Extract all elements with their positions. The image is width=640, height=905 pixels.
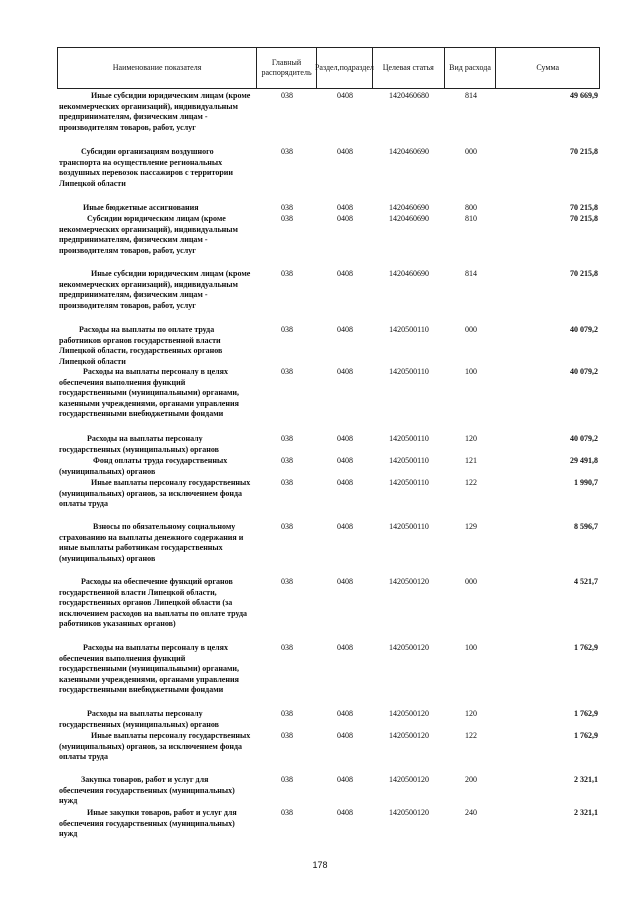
row-sum: 70 215,8 xyxy=(570,203,598,212)
row-section: 0408 xyxy=(337,367,353,376)
table-row xyxy=(57,203,600,214)
row-admin: 038 xyxy=(281,434,293,443)
row-type: 000 xyxy=(465,147,477,156)
row-section: 0408 xyxy=(337,643,353,652)
row-section: 0408 xyxy=(337,325,353,334)
row-name: Субсидии юридическим лицам (кроме некоммерческих организаций), индивидуальным предпринимателям, физическим лицам - производителям товаров, работ, услуг xyxy=(59,214,238,255)
row-section: 0408 xyxy=(337,522,353,531)
row-name: Иные выплаты персоналу государственных (муниципальных) органов, за исключением фонда оплаты труда xyxy=(59,478,251,508)
table-row xyxy=(57,577,600,630)
row-target: 1420500110 xyxy=(389,434,429,443)
row-type: 100 xyxy=(465,367,477,376)
row-section: 0408 xyxy=(337,91,353,100)
row-target: 1420460680 xyxy=(389,91,429,100)
row-name: Фонд оплаты труда государственных (муниципальных) органов xyxy=(59,456,228,476)
table-row xyxy=(57,731,600,763)
row-section: 0408 xyxy=(337,709,353,718)
row-name: Иные субсидии юридическим лицам (кроме некоммерческих организаций), индивидуальным предпринимателям, физическим лицам - производителям товаров, работ, услуг xyxy=(59,269,251,310)
row-name: Расходы на выплаты персоналу в целях обеспечения выполнения функций государственными (муниципальными) органами, казенными учреждениями, органами управления государственными внебюджетными фондами xyxy=(59,643,240,694)
table-row xyxy=(57,269,600,311)
row-admin: 038 xyxy=(281,203,293,212)
header-type: Вид расхода xyxy=(445,48,497,88)
row-sum: 40 079,2 xyxy=(570,434,598,443)
row-section: 0408 xyxy=(337,775,353,784)
row-type: 240 xyxy=(465,808,477,817)
row-target: 1420500110 xyxy=(389,325,429,334)
row-name: Иные выплаты персоналу государственных (муниципальных) органов, за исключением фонда оплаты труда xyxy=(59,731,251,761)
row-sum: 70 215,8 xyxy=(570,214,598,223)
row-name: Субсидии организациям воздушного транспорта на осуществление региональных воздушных перевозок пассажиров с территории Липецкой области xyxy=(59,147,234,188)
row-type: 121 xyxy=(465,456,477,465)
row-type: 000 xyxy=(465,577,477,586)
row-sum: 1 990,7 xyxy=(574,478,598,487)
row-section: 0408 xyxy=(337,577,353,586)
row-admin: 038 xyxy=(281,91,293,100)
row-admin: 038 xyxy=(281,577,293,586)
row-admin: 038 xyxy=(281,709,293,718)
row-name: Расходы на выплаты персоналу государственных (муниципальных) органов xyxy=(59,434,219,454)
row-sum: 4 521,7 xyxy=(574,577,598,586)
header-section: Раздел,подраздел xyxy=(317,48,373,88)
row-name: Расходы на выплаты по оплате труда работников органов государственной власти Липецкой области, государственных органов Липецкой области xyxy=(59,325,223,366)
row-sum: 1 762,9 xyxy=(574,709,598,718)
row-section: 0408 xyxy=(337,456,353,465)
row-admin: 038 xyxy=(281,808,293,817)
row-section: 0408 xyxy=(337,203,353,212)
row-sum: 70 215,8 xyxy=(570,269,598,278)
row-name: Закупка товаров, работ и услуг для обеспечения государственных (муниципальных) нужд xyxy=(59,775,235,805)
row-sum: 70 215,8 xyxy=(570,147,598,156)
row-sum: 8 596,7 xyxy=(574,522,598,531)
table-row xyxy=(57,709,600,730)
table-row xyxy=(57,775,600,807)
table-row xyxy=(57,367,600,420)
row-admin: 038 xyxy=(281,367,293,376)
row-section: 0408 xyxy=(337,214,353,223)
row-section: 0408 xyxy=(337,808,353,817)
row-admin: 038 xyxy=(281,325,293,334)
row-admin: 038 xyxy=(281,147,293,156)
row-target: 1420500120 xyxy=(389,775,429,784)
row-target: 1420500110 xyxy=(389,367,429,376)
row-target: 1420460690 xyxy=(389,269,429,278)
row-target: 1420500120 xyxy=(389,709,429,718)
table-row xyxy=(57,214,600,256)
row-name: Расходы на обеспечение функций органов государственной власти Липецкой области, государственных органов Липецкой области (за исключением расходов на выплаты по оплате труда работников указанных органов) xyxy=(59,577,248,628)
row-section: 0408 xyxy=(337,434,353,443)
row-type: 800 xyxy=(465,203,477,212)
row-target: 1420460690 xyxy=(389,147,429,156)
table-row xyxy=(57,456,600,477)
table-row xyxy=(57,147,600,189)
header-target: Целевая статья xyxy=(373,48,445,88)
header-sum: Сумма xyxy=(536,63,560,72)
row-target: 1420500110 xyxy=(389,522,429,531)
row-name: Расходы на выплаты персоналу в целях обеспечения выполнения функций государственными (муниципальными) органами, казенными учреждениями, органами управления государственными внебюджетными фондами xyxy=(59,367,240,418)
row-sum: 1 762,9 xyxy=(574,643,598,652)
table-row xyxy=(57,325,600,367)
row-type: 814 xyxy=(465,269,477,278)
row-name: Взносы по обязательному социальному страхованию на выплаты денежного содержания и иные выплаты работникам государственных (муниципальных) органов xyxy=(59,522,244,563)
header-admin: Главный распорядитель xyxy=(257,48,317,88)
row-sum: 2 321,1 xyxy=(574,808,598,817)
row-target: 1420460690 xyxy=(389,203,429,212)
row-admin: 038 xyxy=(281,456,293,465)
row-section: 0408 xyxy=(337,731,353,740)
table-row xyxy=(57,478,600,510)
row-name: Иные бюджетные ассигнования xyxy=(83,203,199,212)
row-type: 000 xyxy=(465,325,477,334)
row-sum: 49 669,9 xyxy=(570,91,598,100)
row-target: 1420460690 xyxy=(389,214,429,223)
row-admin: 038 xyxy=(281,731,293,740)
table-row xyxy=(57,91,600,133)
row-target: 1420500120 xyxy=(389,643,429,652)
row-sum: 40 079,2 xyxy=(570,325,598,334)
header-name: Наименование показателя xyxy=(58,48,257,88)
row-section: 0408 xyxy=(337,478,353,487)
table-row xyxy=(57,643,600,696)
row-type: 814 xyxy=(465,91,477,100)
row-target: 1420500120 xyxy=(389,808,429,817)
row-sum: 40 079,2 xyxy=(570,367,598,376)
row-type: 122 xyxy=(465,731,477,740)
row-admin: 038 xyxy=(281,214,293,223)
table-row xyxy=(57,434,600,455)
table-row xyxy=(57,522,600,564)
row-type: 120 xyxy=(465,709,477,718)
row-type: 120 xyxy=(465,434,477,443)
row-type: 122 xyxy=(465,478,477,487)
row-type: 810 xyxy=(465,214,477,223)
row-sum: 29 491,8 xyxy=(570,456,598,465)
row-admin: 038 xyxy=(281,522,293,531)
row-section: 0408 xyxy=(337,147,353,156)
row-admin: 038 xyxy=(281,643,293,652)
table-row xyxy=(57,808,600,840)
row-type: 200 xyxy=(465,775,477,784)
row-type: 129 xyxy=(465,522,477,531)
row-sum: 1 762,9 xyxy=(574,731,598,740)
row-target: 1420500120 xyxy=(389,731,429,740)
row-target: 1420500120 xyxy=(389,577,429,586)
row-name: Иные закупки товаров, работ и услуг для обеспечения государственных (муниципальных) нужд xyxy=(59,808,237,838)
row-admin: 038 xyxy=(281,478,293,487)
row-name: Иные субсидии юридическим лицам (кроме некоммерческих организаций), индивидуальным предпринимателям, физическим лицам - производителям товаров, работ, услуг xyxy=(59,91,251,132)
row-admin: 038 xyxy=(281,775,293,784)
table-header xyxy=(57,47,600,89)
page-number: 178 xyxy=(312,860,328,870)
row-target: 1420500110 xyxy=(389,456,429,465)
row-target: 1420500110 xyxy=(389,478,429,487)
row-section: 0408 xyxy=(337,269,353,278)
row-admin: 038 xyxy=(281,269,293,278)
row-name: Расходы на выплаты персоналу государственных (муниципальных) органов xyxy=(59,709,219,729)
row-sum: 2 321,1 xyxy=(574,775,598,784)
row-type: 100 xyxy=(465,643,477,652)
